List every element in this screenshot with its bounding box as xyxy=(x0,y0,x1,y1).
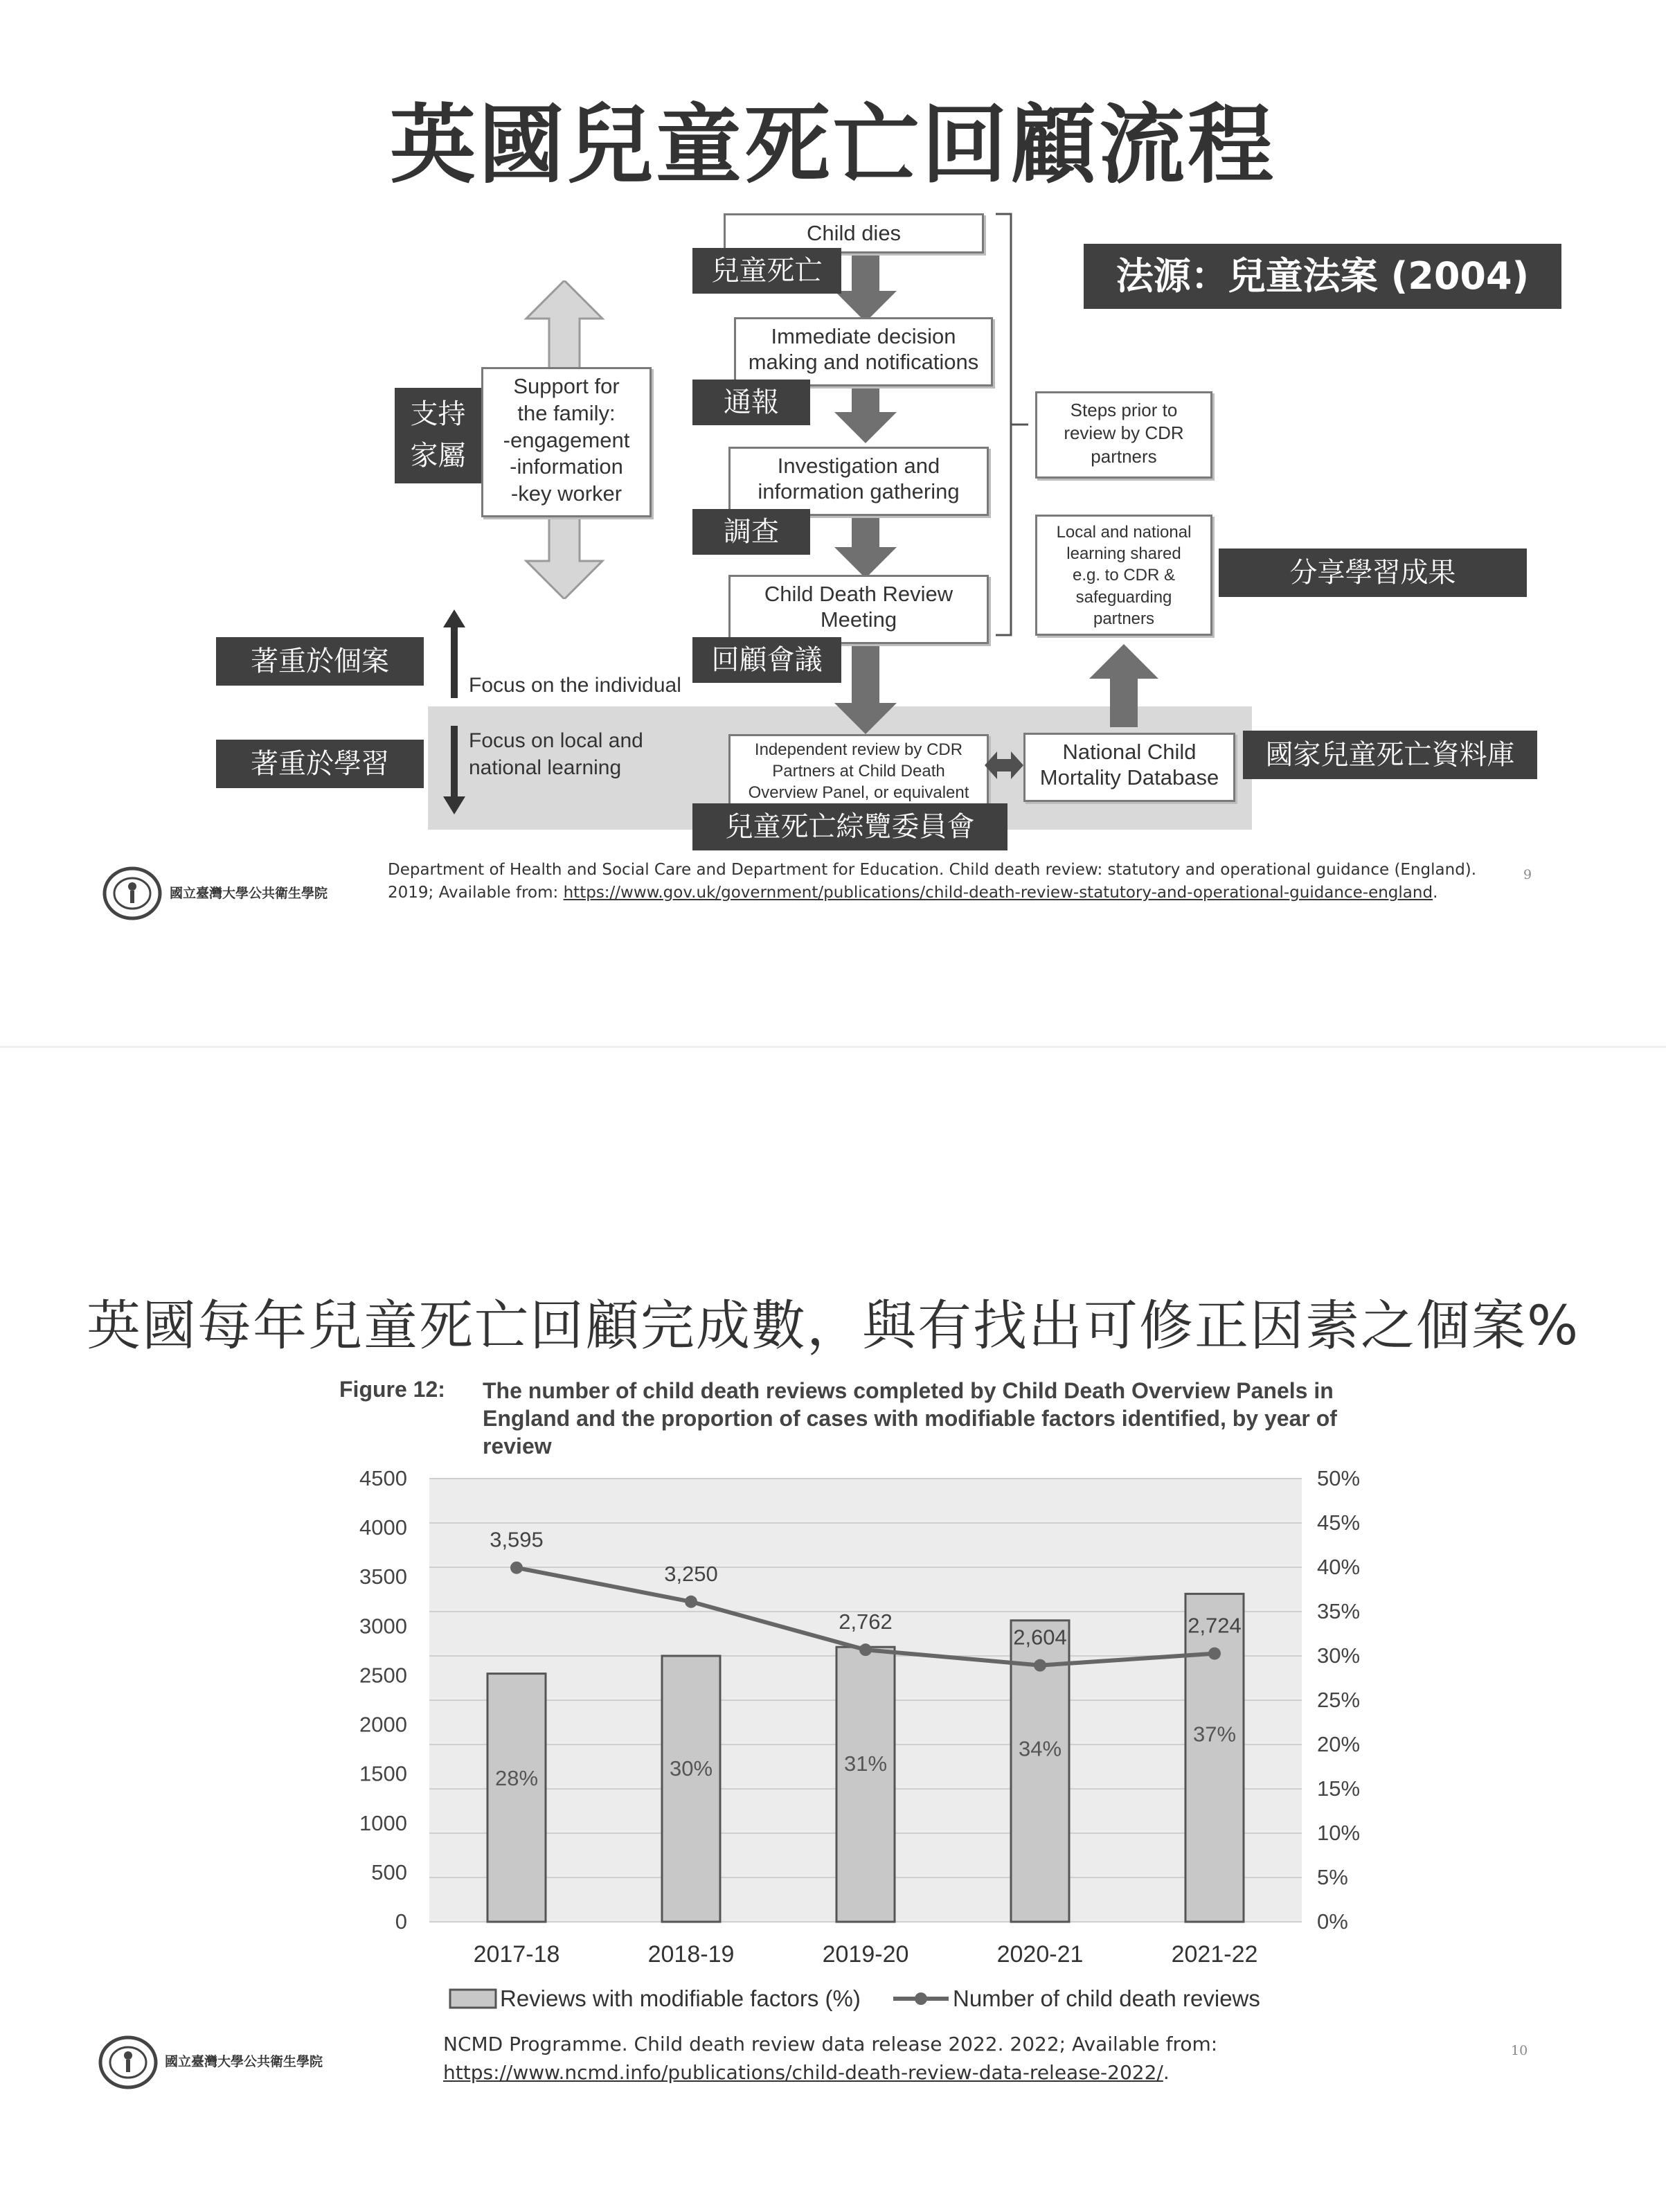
steps-prior-box xyxy=(1035,391,1212,479)
local-learning-box xyxy=(1035,515,1212,636)
university-logo-icon xyxy=(102,866,162,921)
immediate-decision-box xyxy=(734,317,993,386)
line-data-label: 3,250 xyxy=(664,1561,718,1586)
independent-line-3: Overview Panel, or equivalent xyxy=(748,783,969,803)
investigate-tag: 調查 xyxy=(692,509,810,555)
support-tag-line-2: 家屬 xyxy=(410,440,466,472)
support-family-tag xyxy=(395,388,481,483)
left-axis-tick-label: 3500 xyxy=(359,1564,407,1589)
focus-learning-arrow xyxy=(442,726,467,816)
line-point xyxy=(685,1596,697,1608)
right-axis-tick-label: 40% xyxy=(1317,1555,1361,1579)
legend-line-marker xyxy=(915,1992,927,2005)
legend-bar-swatch xyxy=(450,1990,496,2008)
right-axis-tick-label: 20% xyxy=(1317,1732,1361,1756)
slide-2-reference-line-1: NCMD Programme. Child death review data release 2022. 2022; Available from: xyxy=(443,2033,1218,2055)
ncmd-line-1: National Child xyxy=(1062,740,1197,764)
line-data-label: 2,762 xyxy=(839,1609,893,1634)
bar xyxy=(487,1674,546,1922)
right-axis-tick-label: 50% xyxy=(1317,1466,1361,1490)
right-axis-tick-label: 5% xyxy=(1317,1865,1348,1889)
focus-local-line-1: Focus on local and xyxy=(469,729,643,752)
figure-label: Figure 12: xyxy=(339,1377,445,1402)
line-point xyxy=(859,1643,872,1656)
focus-learning-tag: 著重於學習 xyxy=(216,740,424,788)
bar xyxy=(1185,1594,1244,1922)
legal-basis-tag: 法源：兒童法案 (2004) xyxy=(1084,244,1561,309)
slide-2-title: 英國每年兒童死亡回顧完成數，與有找出可修正因素之個案% xyxy=(86,1295,1580,1357)
x-axis-tick-label: 2019-20 xyxy=(822,1941,909,1968)
figure-caption xyxy=(483,1377,1452,1460)
left-axis-tick-label: 3000 xyxy=(359,1614,407,1639)
left-axis-tick-label: 4500 xyxy=(359,1466,407,1490)
local-learning-line-5: partners xyxy=(1093,609,1155,628)
institution-name: 國立臺灣大學公共衛生學院 xyxy=(170,886,328,901)
bar-data-label: 28% xyxy=(494,1765,539,1790)
ncmd-line-2: Mortality Database xyxy=(1039,765,1219,790)
slide-2-reference-suffix: . xyxy=(1163,2060,1170,2084)
right-axis-tick-label: 15% xyxy=(1317,1776,1361,1801)
left-axis-tick-label: 4000 xyxy=(359,1515,407,1540)
ncmd-box xyxy=(1023,733,1235,802)
slide-1-title: 英國兒童死亡回顧流程 xyxy=(389,96,1276,195)
investigation-box xyxy=(728,447,989,516)
double-arrow xyxy=(983,748,1025,783)
support-tag-line-1: 支持 xyxy=(410,398,466,430)
slide-1-reference-line-1: Department of Health and Social Care and Department for Education. Child death review: statutory and operational guidance (England). xyxy=(388,861,1477,879)
slide-1-reference-suffix: . xyxy=(1433,884,1438,902)
page-number-9: 9 xyxy=(1523,867,1532,882)
stage-bracket xyxy=(990,211,1032,641)
right-axis-tick-label: 35% xyxy=(1317,1599,1361,1623)
slide-divider xyxy=(0,1046,1666,1048)
university-logo-icon-2 xyxy=(98,2035,158,2090)
line-data-label: 2,604 xyxy=(1013,1625,1067,1650)
page-number-10: 10 xyxy=(1511,2043,1528,2058)
local-learning-line-1: Local and national xyxy=(1056,523,1192,542)
focus-local-line-2: national learning xyxy=(469,756,622,779)
focus-individual-arrow xyxy=(442,609,467,699)
slide-1-reference-prefix: 2019; Available from: xyxy=(388,884,564,902)
slide-1-reference xyxy=(388,859,1482,905)
left-axis-tick-label: 0 xyxy=(395,1909,407,1934)
child-dies-text: Child dies xyxy=(806,221,902,245)
right-axis-tick-label: 25% xyxy=(1317,1688,1361,1712)
investigation-line-1: Investigation and xyxy=(777,454,940,478)
x-axis-tick-label: 2020-21 xyxy=(996,1941,1084,1968)
bar xyxy=(836,1647,895,1922)
overview-panel-tag: 兒童死亡綜覽委員會 xyxy=(692,803,1007,850)
focus-local-text xyxy=(469,727,643,781)
focus-case-tag: 著重於個案 xyxy=(216,637,424,686)
x-axis-tick-label: 2018-19 xyxy=(647,1941,735,1968)
share-learning-tag: 分享學習成果 xyxy=(1219,548,1527,597)
bar-data-label: 37% xyxy=(1192,1722,1237,1747)
line-data-label: 3,595 xyxy=(490,1527,544,1552)
child-death-tag: 兒童死亡 xyxy=(692,248,841,294)
slide-1-reference-link[interactable]: https://www.gov.uk/government/publications/child-death-review-statutory-and-operational-guidance-england xyxy=(563,884,1433,902)
slide-2-reference-line-2 xyxy=(443,2059,1343,2087)
review-meeting-tag: 回顧會議 xyxy=(692,637,841,683)
support-line-3: -engagement xyxy=(503,427,630,452)
left-axis-tick-label: 1000 xyxy=(359,1810,407,1835)
notify-tag: 通報 xyxy=(692,380,810,425)
immediate-line-1: Immediate decision xyxy=(771,324,956,348)
x-axis-tick-label: 2021-22 xyxy=(1171,1941,1258,1968)
slide-2-reference-link[interactable]: https://www.ncmd.info/publications/child-death-review-data-release-2022/ xyxy=(443,2060,1163,2084)
left-axis-tick-label: 1500 xyxy=(359,1761,407,1786)
right-axis-tick-label: 0% xyxy=(1317,1909,1348,1934)
line-point xyxy=(1034,1659,1046,1672)
x-axis-tick-label: 2017-18 xyxy=(473,1941,560,1968)
left-axis-tick-label: 2000 xyxy=(359,1712,407,1737)
cdr-meeting-line-2: Meeting xyxy=(820,607,897,632)
support-line-5: -key worker xyxy=(510,481,622,506)
institution-name-2: 國立臺灣大學公共衛生學院 xyxy=(165,2054,323,2069)
local-learning-line-3: e.g. to CDR & xyxy=(1072,566,1176,585)
steps-prior-line-3: partners xyxy=(1091,445,1157,467)
slide-2-reference xyxy=(443,2031,1343,2087)
right-axis-tick-label: 45% xyxy=(1317,1510,1361,1535)
figure-caption-line-2: England and the proportion of cases with modifiable factors identified, by year of xyxy=(483,1406,1337,1431)
independent-line-2: Partners at Child Death xyxy=(772,762,945,781)
ncmd-up-arrow xyxy=(1086,644,1162,727)
support-line-4: -information xyxy=(510,454,623,479)
investigation-line-2: information gathering xyxy=(758,479,960,504)
bar-data-label: 34% xyxy=(1018,1736,1062,1761)
left-axis-tick-label: 500 xyxy=(371,1859,407,1884)
bar xyxy=(662,1656,720,1922)
steps-prior-line-1: Steps prior to xyxy=(1070,400,1178,420)
support-line-1: Support for xyxy=(513,374,620,398)
national-db-tag: 國家兒童死亡資料庫 xyxy=(1243,731,1537,779)
slide-1-reference-line-2 xyxy=(388,882,1482,904)
bar-data-label: 31% xyxy=(843,1751,888,1776)
local-learning-line-4: safeguarding xyxy=(1075,587,1172,607)
figure-caption-line-3: review xyxy=(483,1434,552,1459)
support-family-box xyxy=(481,367,652,517)
independent-line-1: Independent review by CDR xyxy=(754,740,963,759)
right-axis-tick-label: 30% xyxy=(1317,1643,1361,1668)
line-point xyxy=(1208,1648,1221,1660)
line-point xyxy=(510,1562,523,1574)
bar-data-label: 30% xyxy=(669,1756,713,1781)
figure-caption-line-1: The number of child death reviews completed by Child Death Overview Panels in xyxy=(483,1378,1334,1403)
cdr-meeting-box xyxy=(728,575,989,644)
steps-prior-line-2: review by CDR xyxy=(1064,422,1184,444)
independent-review-box xyxy=(728,734,989,809)
right-axis-tick-label: 10% xyxy=(1317,1821,1361,1845)
line-data-label: 2,724 xyxy=(1188,1613,1242,1638)
support-line-2: the family: xyxy=(517,400,616,425)
local-learning-line-2: learning shared xyxy=(1066,544,1181,564)
immediate-line-2: making and notifications xyxy=(748,350,979,375)
focus-individual-text: Focus on the individual xyxy=(469,674,681,697)
legend-bar-label: Reviews with modifiable factors (%) xyxy=(500,1986,861,2011)
left-axis-tick-label: 2500 xyxy=(359,1663,407,1688)
legend-line-label: Number of child death reviews xyxy=(953,1986,1260,2011)
review-chart xyxy=(332,1458,1440,2040)
cdr-meeting-line-1: Child Death Review xyxy=(764,582,953,606)
